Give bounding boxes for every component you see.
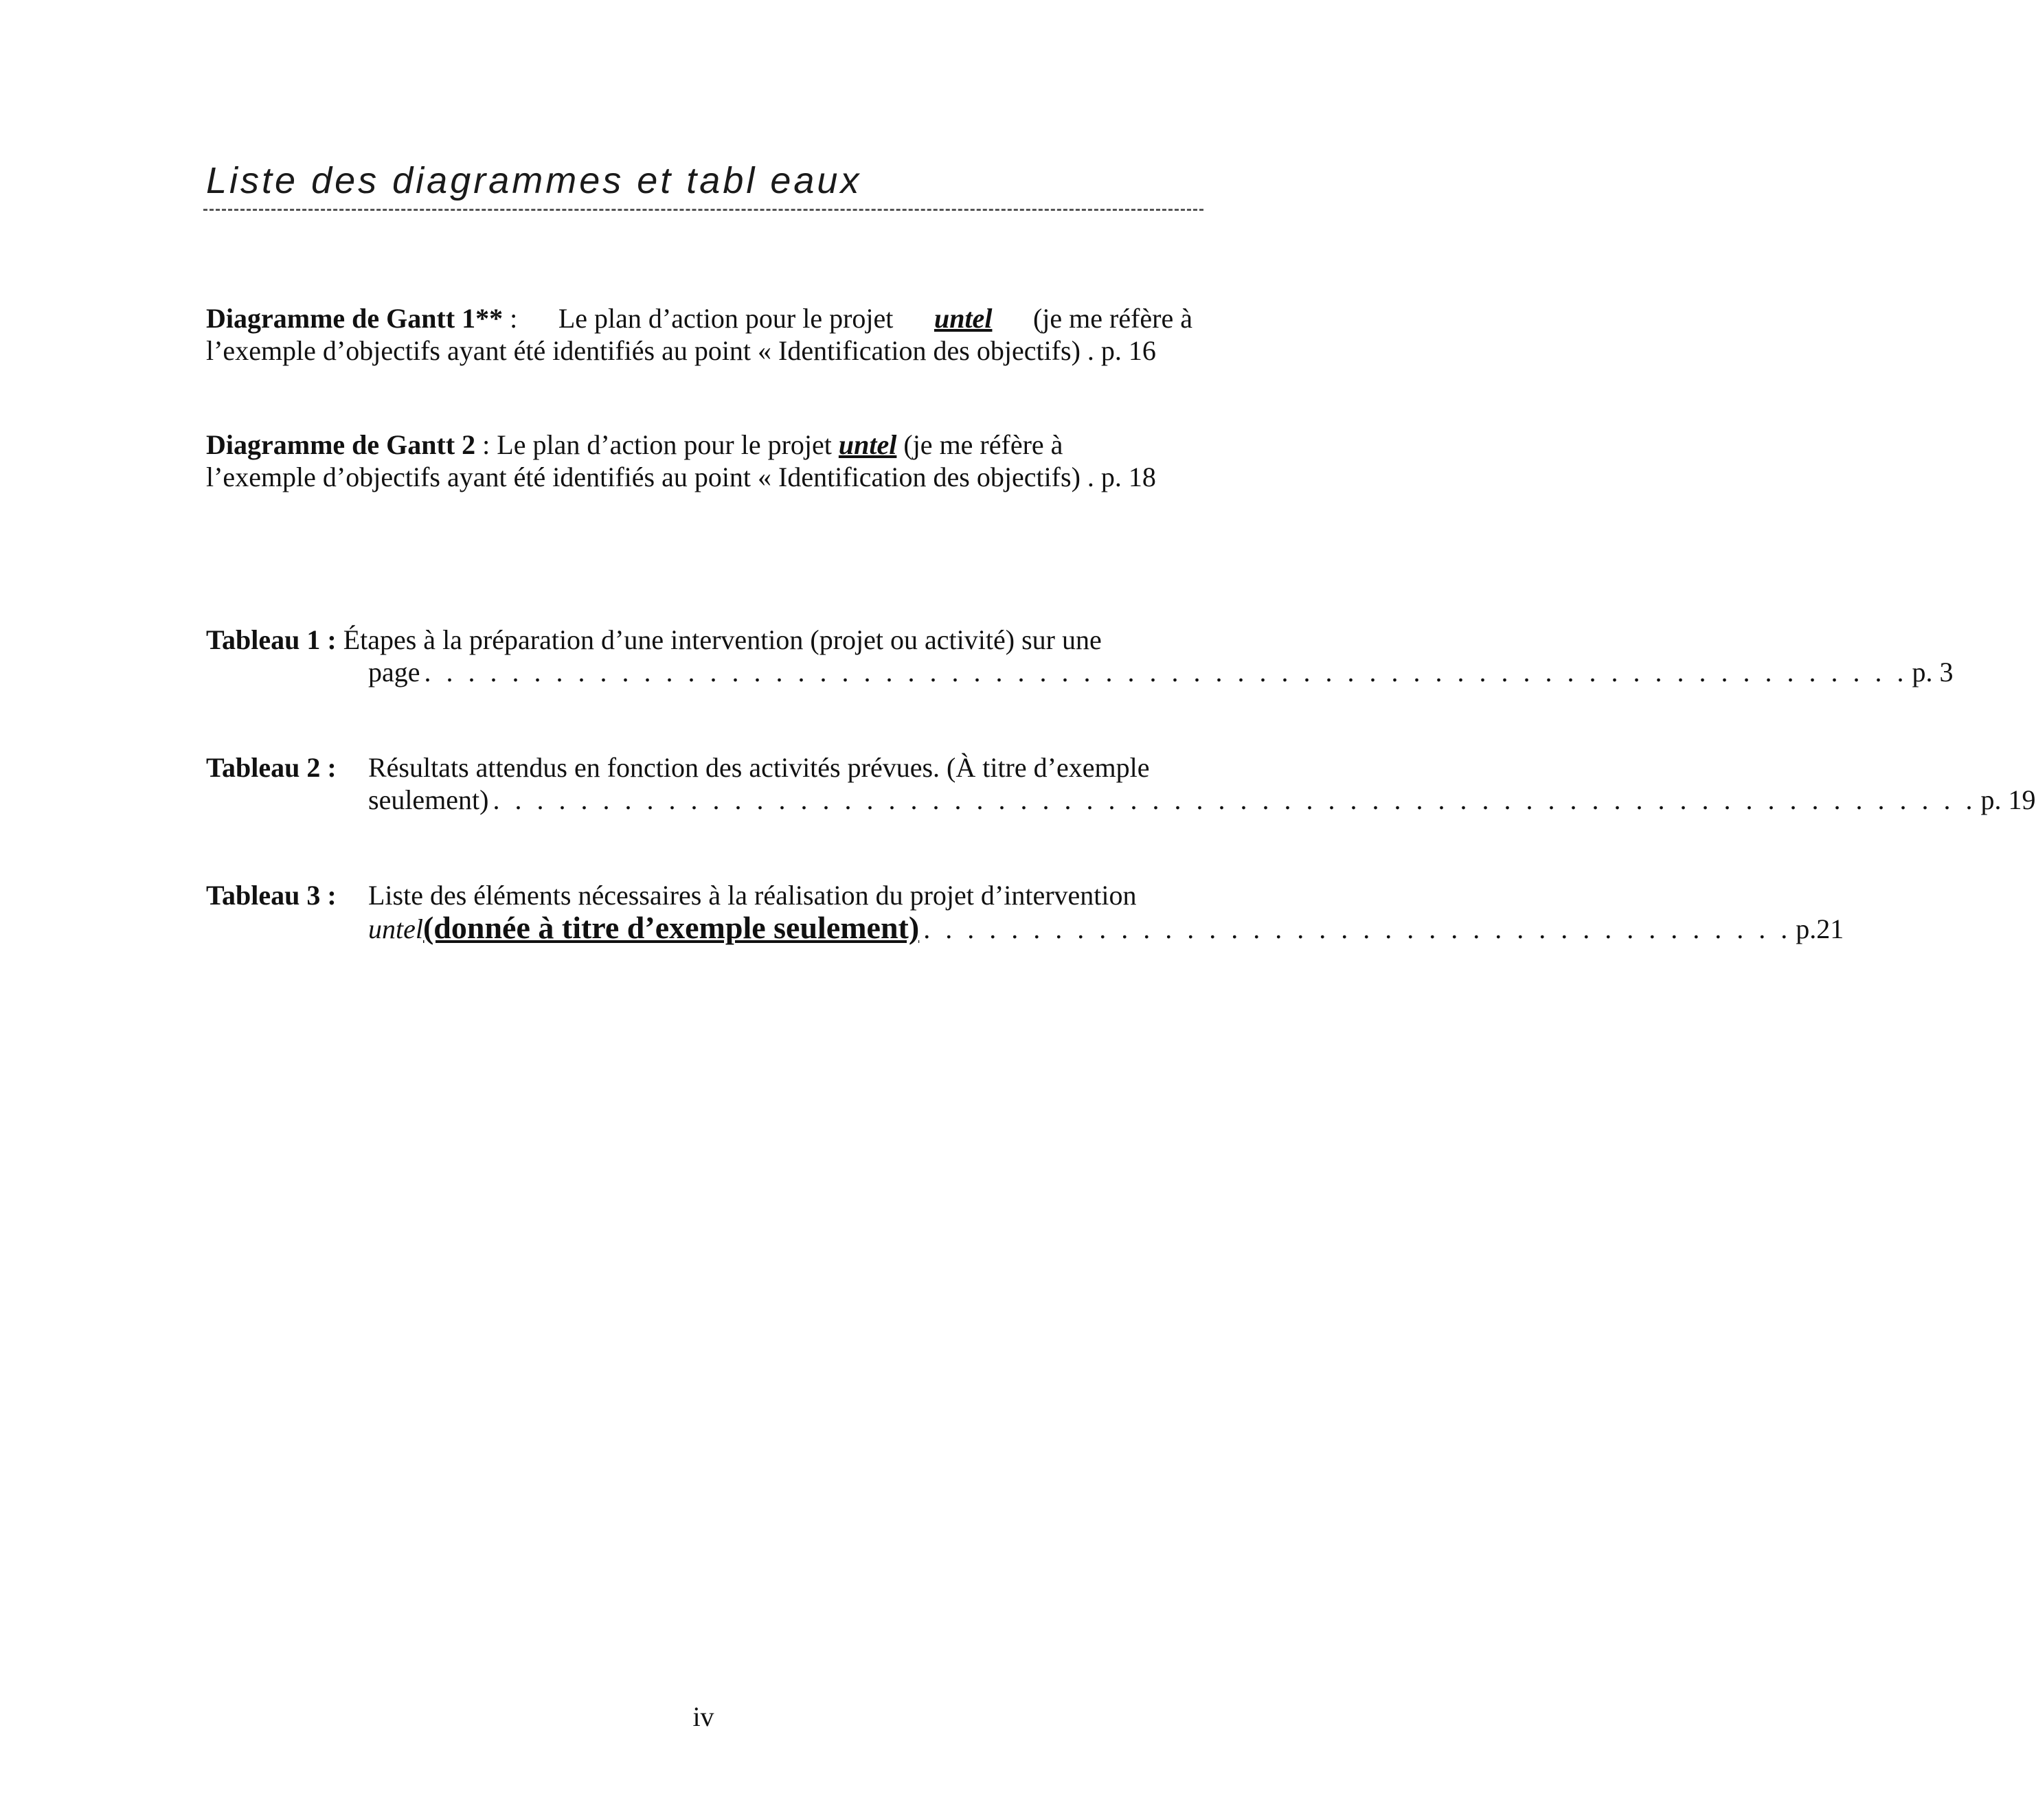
tableau-3-dot-leader: . . . . . . . . . . . . . . . . . . . . . . . . . . . . . . . . . . . . . . . . bbox=[923, 913, 1792, 944]
tableau-1-text-2: page bbox=[368, 657, 420, 687]
gantt-2-untel: untel bbox=[838, 429, 897, 460]
tableau-2-line-1: Résultats attendus en fonction des activités prévues. (À titre d’exemple bbox=[368, 752, 1150, 783]
tableau-1-continuation bbox=[368, 656, 1954, 688]
gantt-1-text-2: (je me réfère à bbox=[1032, 303, 1192, 334]
tableau-2-label: Tableau 2 : bbox=[206, 752, 337, 783]
gantt-1-line-1 bbox=[206, 302, 1192, 334]
tableau-1-line-1 bbox=[206, 624, 1192, 656]
tableau-3-untel: untel bbox=[368, 913, 423, 944]
gantt-2-line-2: l’exemple d’objectifs ayant été identifiés au point « Identification des objectifs) . p. 18 bbox=[206, 462, 1156, 492]
tableau-2-leader-row bbox=[368, 784, 2036, 816]
page-title: Liste des diagrammes et tabl eaux bbox=[206, 160, 862, 201]
gantt-2-entry bbox=[206, 429, 1192, 493]
tableau-1-page: p. 3 bbox=[1912, 657, 1954, 687]
tableau-3-emphasis: (donnée à titre d’exemple seulement) bbox=[422, 910, 920, 945]
tableau-2-dot-leader: . . . . . . . . . . . . . . . . . . . . . . . . . . . . . . . . . . . . . . . . . . . . . . . . . . . . . . . . . . . . . . . . . . . . bbox=[493, 784, 1977, 815]
tableau-1-text: Étapes à la préparation d’une intervention (projet ou activité) sur une bbox=[336, 624, 1102, 655]
gantt-2-label: Diagramme de Gantt 2 bbox=[206, 429, 476, 460]
gantt-2-text-1: Le plan d’action pour le projet bbox=[497, 429, 839, 460]
tableau-1-label: Tableau 1 : bbox=[206, 624, 337, 655]
tableau-3-leader-row bbox=[368, 910, 1844, 945]
gantt-1-label: Diagramme de Gantt 1** bbox=[206, 303, 504, 334]
gantt-1-entry bbox=[206, 302, 1192, 367]
gantt-1-line-2: l’exemple d’objectifs ayant été identifiés au point « Identification des objectifs) . p. 16 bbox=[206, 335, 1156, 366]
gantt-2-text-2: (je me réfère à bbox=[896, 429, 1063, 460]
tableau-3-body bbox=[368, 879, 1844, 945]
tableau-2-text-2: seulement) bbox=[368, 784, 489, 815]
tableau-3-label: Tableau 3 : bbox=[206, 880, 337, 911]
gantt-1-untel: untel bbox=[934, 303, 993, 334]
tableau-3-line-1: Liste des éléments nécessaires à la réalisation du projet d’intervention bbox=[368, 880, 1137, 911]
page-number: iv bbox=[692, 1701, 714, 1732]
tableau-1-dot-leader: . . . . . . . . . . . . . . . . . . . . . . . . . . . . . . . . . . . . . . . . . . . . . . . . . . . . . . . . . . . . . . . . . . . . bbox=[424, 657, 1908, 687]
tableau-1-entry bbox=[206, 624, 1192, 656]
gantt-1-sep: : bbox=[503, 303, 518, 334]
gantt-1-text-1: Le plan d’action pour le projet bbox=[558, 303, 894, 334]
tableau-3-page: p.21 bbox=[1796, 913, 1844, 944]
tableau-1-leader-row bbox=[368, 656, 1954, 688]
gantt-2-sep: : bbox=[475, 429, 497, 460]
title-rule bbox=[203, 209, 1203, 211]
gantt-2-line-1 bbox=[206, 429, 1192, 461]
tableau-2-page: p. 19 bbox=[1980, 784, 2036, 815]
tableau-2-body bbox=[368, 751, 2036, 816]
gantt-1-head bbox=[206, 302, 517, 334]
